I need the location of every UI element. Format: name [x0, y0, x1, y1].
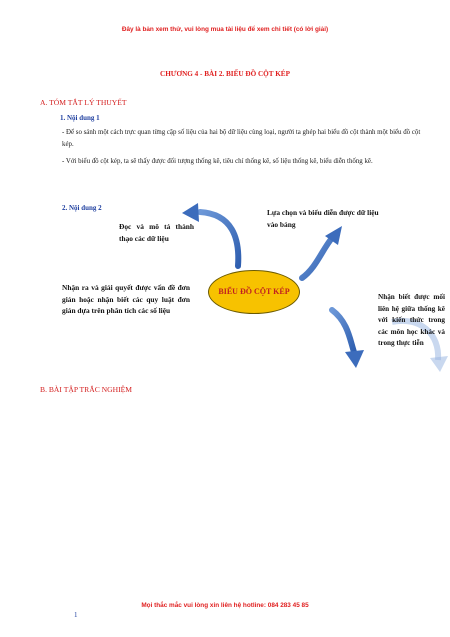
mindmap-top-right-text: Lựa chọn và biểu diễn được dữ liệu vào bảng	[267, 208, 379, 229]
mindmap-top-left-text: Đọc và mô tả thành thạo các dữ liệu	[119, 222, 194, 243]
content-1-paragraph-1: - Để so sánh một cách trực quan từng cặp số liệu của hai bộ dữ liệu cùng loại, người ta ghép hai biểu đồ cột thành một biểu đồ cột kép.	[62, 129, 421, 148]
preview-notice: Đây là bản xem thử, vui lòng mua tài liệu để xem chi tiết (có lời giải)	[121, 26, 329, 33]
content-1-paragraph-2: - Với biểu đồ cột kép, ta sẽ thấy được đối tượng thống kê, tiêu chí thống kê, số liệu thống kê, biểu diễn thống kê.	[62, 158, 373, 165]
mindmap-center-label: BIỂU ĐỒ CỘT KÉP	[218, 286, 290, 296]
content-1-heading: 1. Nội dung 1	[60, 114, 100, 122]
page-number: 1	[74, 611, 78, 619]
hotline-notice: Mọi thắc mắc vui lòng xin liên hệ hotline: 084 283 45 85	[141, 602, 309, 609]
arrow-to-top-right-icon	[302, 226, 342, 278]
chapter-title: CHƯƠNG 4 - BÀI 2. BIỂU ĐỒ CỘT KÉP	[160, 70, 290, 78]
arrow-to-right-icon	[332, 310, 364, 368]
mindmap-right-text: Nhận biết được mối liên hệ giữa thống kê với kiến thức trong các môn học khác và trong thực tiễn	[378, 293, 445, 348]
mindmap-left-text: Nhận ra và giải quyết được vấn đề đơn giản hoặc nhận biết các quy luật đơn giản dựa trên phân tích các số liệu	[62, 283, 190, 315]
section-b-title: B. BÀI TẬP TRẮC NGHIỆM	[40, 385, 133, 394]
section-a-title: A. TÓM TẮT LÝ THUYẾT	[40, 98, 127, 107]
mindmap-center-node	[208, 270, 300, 314]
content-2-heading: 2. Nội dung 2	[62, 204, 102, 212]
